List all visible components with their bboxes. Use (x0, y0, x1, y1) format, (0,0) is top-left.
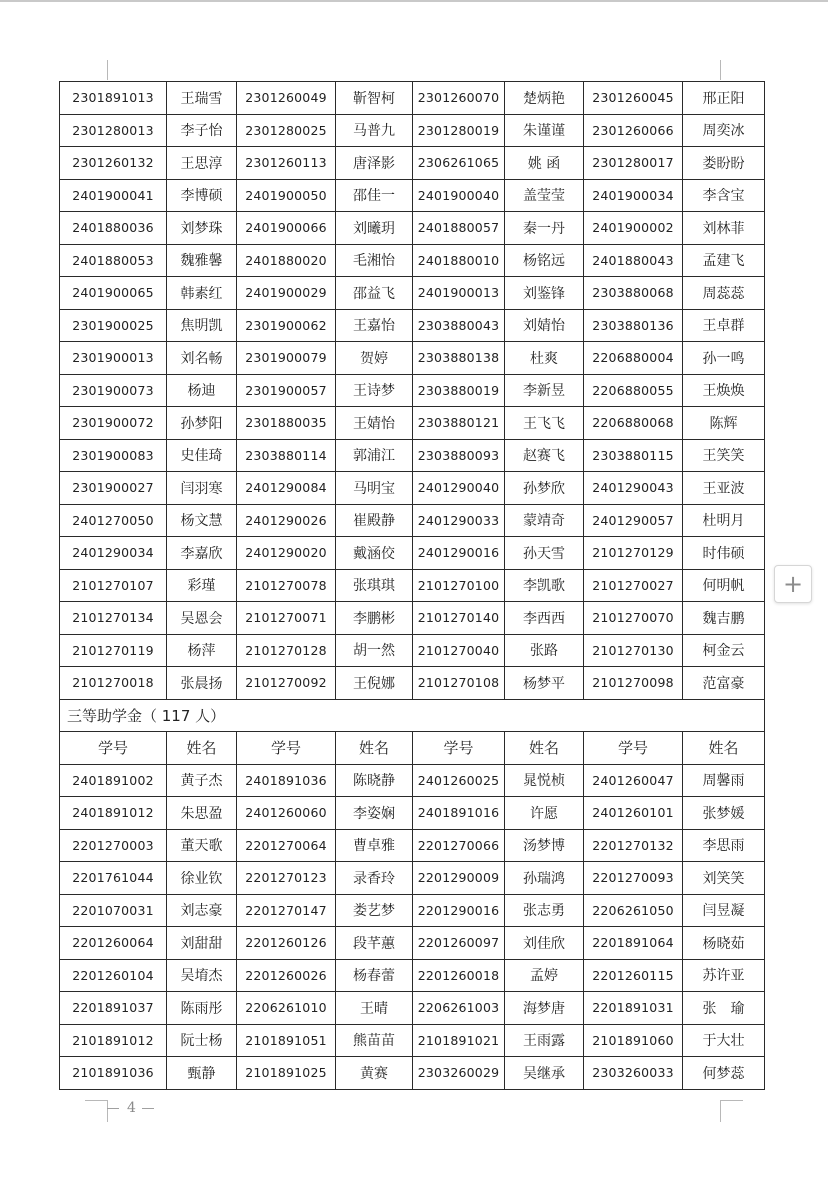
table-section-third-grade (60, 699, 765, 764)
student-name-cell: 崔殿静 (336, 504, 413, 537)
student-name-cell: 姚 函 (505, 147, 584, 180)
student-name-cell: 阮士杨 (167, 1024, 237, 1057)
student-name-cell: 焦明凯 (167, 309, 237, 342)
student-id-cell: 2303260029 (413, 1057, 505, 1090)
table-row (60, 147, 765, 180)
student-id-cell: 2401900050 (237, 179, 336, 212)
student-name-cell: 刘笑笑 (683, 862, 765, 895)
student-id-cell: 2303880114 (237, 439, 336, 472)
student-name-cell: 王晴 (336, 992, 413, 1025)
student-id-cell: 2201270066 (413, 829, 505, 862)
student-id-cell: 2303880093 (413, 439, 505, 472)
student-id-cell: 2201260104 (60, 959, 167, 992)
student-name-cell: 楚炳艳 (505, 82, 584, 115)
student-id-cell: 2401290016 (413, 537, 505, 570)
table-row (60, 667, 765, 700)
student-id-cell: 2301260049 (237, 82, 336, 115)
student-name-cell: 徐业钦 (167, 862, 237, 895)
student-id-cell: 2201270123 (237, 862, 336, 895)
student-name-cell: 王亚波 (683, 472, 765, 505)
student-name-cell: 王诗梦 (336, 374, 413, 407)
student-id-cell: 2101270098 (584, 667, 683, 700)
student-name-cell: 杨春蕾 (336, 959, 413, 992)
student-id-cell: 2101270130 (584, 634, 683, 667)
student-name-cell: 史佳琦 (167, 439, 237, 472)
student-id-cell: 2201260115 (584, 959, 683, 992)
student-id-cell: 2101270078 (237, 569, 336, 602)
student-name-cell: 杨文慧 (167, 504, 237, 537)
table-row (60, 504, 765, 537)
student-name-cell: 闫羽寒 (167, 472, 237, 505)
table-row (60, 114, 765, 147)
student-id-cell: 2101270129 (584, 537, 683, 570)
header-student-id: 学号 (60, 732, 167, 765)
table-row (60, 927, 765, 960)
student-id-cell: 2401880053 (60, 244, 167, 277)
student-id-cell: 2301260066 (584, 114, 683, 147)
student-id-cell: 2306261065 (413, 147, 505, 180)
student-id-cell: 2303880136 (584, 309, 683, 342)
student-name-cell: 刘志豪 (167, 894, 237, 927)
student-id-cell: 2303880115 (584, 439, 683, 472)
section-title: 三等助学金（ 117 人） (60, 699, 765, 732)
student-id-cell: 2401290057 (584, 504, 683, 537)
student-name-cell: 刘婧怡 (505, 309, 584, 342)
student-id-cell: 2401260025 (413, 764, 505, 797)
student-id-cell: 2101270070 (584, 602, 683, 635)
table-row (60, 179, 765, 212)
student-id-cell: 2101270092 (237, 667, 336, 700)
student-name-cell: 黄子杰 (167, 764, 237, 797)
student-id-cell: 2201260126 (237, 927, 336, 960)
student-name-cell: 胡一然 (336, 634, 413, 667)
crop-mark-bottom-left-h (85, 1100, 108, 1101)
student-name-cell: 何明帆 (683, 569, 765, 602)
table-row (60, 1057, 765, 1090)
student-name-cell: 周奕冰 (683, 114, 765, 147)
table-row (60, 862, 765, 895)
table-row (60, 277, 765, 310)
student-id-cell: 2101891051 (237, 1024, 336, 1057)
student-id-cell: 2201270064 (237, 829, 336, 862)
student-name-cell: 李西西 (505, 602, 584, 635)
student-name-cell: 韩素红 (167, 277, 237, 310)
student-name-cell: 孙一鸣 (683, 342, 765, 375)
student-name-cell: 甄静 (167, 1057, 237, 1090)
student-id-cell: 2401290040 (413, 472, 505, 505)
student-name-cell: 孙梦阳 (167, 407, 237, 440)
header-name: 姓名 (336, 732, 413, 765)
student-id-cell: 2401880057 (413, 212, 505, 245)
student-name-cell: 陈晓静 (336, 764, 413, 797)
student-name-cell: 张晨扬 (167, 667, 237, 700)
student-name-cell: 毛湘怡 (336, 244, 413, 277)
student-name-cell: 汤梦博 (505, 829, 584, 862)
student-id-cell: 2201270147 (237, 894, 336, 927)
student-id-cell: 2401290020 (237, 537, 336, 570)
student-id-cell: 2301280025 (237, 114, 336, 147)
student-name-cell: 戴涵佼 (336, 537, 413, 570)
student-name-cell: 杜爽 (505, 342, 584, 375)
student-id-cell: 2401290043 (584, 472, 683, 505)
student-id-cell: 2101891060 (584, 1024, 683, 1057)
student-name-cell: 时伟硕 (683, 537, 765, 570)
student-id-cell: 2401891002 (60, 764, 167, 797)
student-id-cell: 2101891036 (60, 1057, 167, 1090)
student-name-cell: 王卓群 (683, 309, 765, 342)
student-id-cell: 2401900029 (237, 277, 336, 310)
table-row (60, 602, 765, 635)
student-id-cell: 2301900062 (237, 309, 336, 342)
student-id-cell: 2101270140 (413, 602, 505, 635)
crop-mark-bottom-right-h (720, 1100, 743, 1101)
student-name-cell: 陈雨彤 (167, 992, 237, 1025)
student-id-cell: 2201891064 (584, 927, 683, 960)
table-row (60, 569, 765, 602)
student-name-cell: 杨晓茹 (683, 927, 765, 960)
student-name-cell: 陈辉 (683, 407, 765, 440)
student-name-cell: 杨萍 (167, 634, 237, 667)
student-name-cell: 王瑞雪 (167, 82, 237, 115)
student-name-cell: 王笑笑 (683, 439, 765, 472)
student-id-cell: 2301280019 (413, 114, 505, 147)
student-id-cell: 2401900041 (60, 179, 167, 212)
student-name-cell: 孟建飞 (683, 244, 765, 277)
student-name-cell: 孙天雪 (505, 537, 584, 570)
student-name-cell: 魏吉鹏 (683, 602, 765, 635)
student-name-cell: 熊苗苗 (336, 1024, 413, 1057)
student-id-cell: 2401900065 (60, 277, 167, 310)
student-name-cell: 王倪娜 (336, 667, 413, 700)
student-id-cell: 2101270134 (60, 602, 167, 635)
student-id-cell: 2301260070 (413, 82, 505, 115)
student-id-cell: 2401260060 (237, 797, 336, 830)
student-id-cell: 2401891036 (237, 764, 336, 797)
student-name-cell: 张路 (505, 634, 584, 667)
student-name-cell: 刘甜甜 (167, 927, 237, 960)
table-row (60, 342, 765, 375)
student-id-cell: 2401900040 (413, 179, 505, 212)
table-row (60, 764, 765, 797)
student-id-cell: 2201761044 (60, 862, 167, 895)
table-row (60, 407, 765, 440)
student-name-cell: 李姿娴 (336, 797, 413, 830)
student-name-cell: 朱谨谨 (505, 114, 584, 147)
student-name-cell: 邵益飞 (336, 277, 413, 310)
student-id-cell: 2206261050 (584, 894, 683, 927)
student-id-cell: 2401900034 (584, 179, 683, 212)
student-name-cell: 赵赛飞 (505, 439, 584, 472)
crop-mark-top-right (720, 60, 721, 80)
student-name-cell: 吴恩会 (167, 602, 237, 635)
student-id-cell: 2101270018 (60, 667, 167, 700)
student-name-cell: 郭浦江 (336, 439, 413, 472)
student-name-cell: 靳智柯 (336, 82, 413, 115)
student-id-cell: 2401290034 (60, 537, 167, 570)
student-name-cell: 杨梦平 (505, 667, 584, 700)
student-id-cell: 2101891012 (60, 1024, 167, 1057)
student-name-cell: 王婧怡 (336, 407, 413, 440)
table-row (60, 212, 765, 245)
header-student-id: 学号 (237, 732, 336, 765)
student-name-cell: 录香玲 (336, 862, 413, 895)
student-id-cell: 2401891012 (60, 797, 167, 830)
student-name-cell: 刘曦玥 (336, 212, 413, 245)
student-name-cell: 唐泽影 (336, 147, 413, 180)
student-id-cell: 2101270108 (413, 667, 505, 700)
student-name-cell: 娄艺梦 (336, 894, 413, 927)
plus-icon: + (782, 570, 804, 598)
student-name-cell: 孙瑞鸿 (505, 862, 584, 895)
student-id-cell: 2201290016 (413, 894, 505, 927)
student-name-cell: 吴堉杰 (167, 959, 237, 992)
scholarship-table (59, 81, 765, 1090)
table-header-row (60, 732, 765, 765)
table-row (60, 244, 765, 277)
table-body-top (60, 82, 765, 700)
crop-mark-top-left (107, 60, 108, 80)
student-id-cell: 2303880043 (413, 309, 505, 342)
student-name-cell: 王飞飞 (505, 407, 584, 440)
student-id-cell: 2301900027 (60, 472, 167, 505)
student-name-cell: 李新昱 (505, 374, 584, 407)
student-name-cell: 闫昱凝 (683, 894, 765, 927)
student-id-cell: 2301891013 (60, 82, 167, 115)
header-name: 姓名 (505, 732, 584, 765)
section-title-row (60, 699, 765, 732)
student-id-cell: 2401880036 (60, 212, 167, 245)
student-name-cell: 海梦唐 (505, 992, 584, 1025)
student-name-cell: 于大壮 (683, 1024, 765, 1057)
student-name-cell: 李含宝 (683, 179, 765, 212)
student-id-cell: 2101270119 (60, 634, 167, 667)
student-name-cell: 孟婷 (505, 959, 584, 992)
table-row (60, 439, 765, 472)
student-id-cell: 2303880068 (584, 277, 683, 310)
student-id-cell: 2301900079 (237, 342, 336, 375)
student-id-cell: 2303880121 (413, 407, 505, 440)
student-id-cell: 2401290033 (413, 504, 505, 537)
student-name-cell: 柯金云 (683, 634, 765, 667)
student-id-cell: 2101270107 (60, 569, 167, 602)
student-name-cell: 邢正阳 (683, 82, 765, 115)
table-row (60, 829, 765, 862)
page-number-text: 4 (127, 1100, 136, 1116)
table-row (60, 472, 765, 505)
table-body-bottom (60, 764, 765, 1089)
student-name-cell: 彩瑾 (167, 569, 237, 602)
student-name-cell: 王思淳 (167, 147, 237, 180)
student-name-cell: 张志勇 (505, 894, 584, 927)
student-name-cell: 马明宝 (336, 472, 413, 505)
student-name-cell: 杜明月 (683, 504, 765, 537)
student-name-cell: 黄赛 (336, 1057, 413, 1090)
student-name-cell: 秦一丹 (505, 212, 584, 245)
student-name-cell: 刘林菲 (683, 212, 765, 245)
table-row (60, 894, 765, 927)
student-name-cell: 张梦媛 (683, 797, 765, 830)
student-id-cell: 2401900002 (584, 212, 683, 245)
student-id-cell: 2401880043 (584, 244, 683, 277)
student-name-cell: 何梦蕊 (683, 1057, 765, 1090)
student-name-cell: 周馨雨 (683, 764, 765, 797)
student-name-cell: 蒙靖奇 (505, 504, 584, 537)
student-id-cell: 2301280017 (584, 147, 683, 180)
student-name-cell: 晁悦桢 (505, 764, 584, 797)
student-name-cell: 周蕊蕊 (683, 277, 765, 310)
student-id-cell: 2401260047 (584, 764, 683, 797)
table-row (60, 797, 765, 830)
student-id-cell: 2201070031 (60, 894, 167, 927)
student-id-cell: 2301900083 (60, 439, 167, 472)
student-id-cell: 2201260018 (413, 959, 505, 992)
header-name: 姓名 (167, 732, 237, 765)
student-id-cell: 2301260113 (237, 147, 336, 180)
student-name-cell: 魏雅馨 (167, 244, 237, 277)
student-name-cell: 张琪琪 (336, 569, 413, 602)
student-name-cell: 段芊蕙 (336, 927, 413, 960)
table-row (60, 374, 765, 407)
header-student-id: 学号 (413, 732, 505, 765)
student-name-cell: 李嘉欣 (167, 537, 237, 570)
student-id-cell: 2301900072 (60, 407, 167, 440)
student-name-cell: 刘名畅 (167, 342, 237, 375)
student-id-cell: 2401260101 (584, 797, 683, 830)
student-id-cell: 2201891037 (60, 992, 167, 1025)
add-button[interactable] (774, 565, 812, 603)
student-name-cell: 李博硕 (167, 179, 237, 212)
student-name-cell: 李凯歌 (505, 569, 584, 602)
student-name-cell: 孙梦欣 (505, 472, 584, 505)
student-id-cell: 2206261010 (237, 992, 336, 1025)
student-id-cell: 2201270132 (584, 829, 683, 862)
student-id-cell: 2206880055 (584, 374, 683, 407)
student-id-cell: 2303880019 (413, 374, 505, 407)
table-row (60, 309, 765, 342)
student-id-cell: 2301900057 (237, 374, 336, 407)
table-row (60, 537, 765, 570)
student-name-cell: 贺婷 (336, 342, 413, 375)
student-id-cell: 2301260045 (584, 82, 683, 115)
table-row (60, 1024, 765, 1057)
student-id-cell: 2301880035 (237, 407, 336, 440)
header-name: 姓名 (683, 732, 765, 765)
header-student-id: 学号 (584, 732, 683, 765)
student-name-cell: 刘梦珠 (167, 212, 237, 245)
student-id-cell: 2303880138 (413, 342, 505, 375)
student-id-cell: 2201260026 (237, 959, 336, 992)
student-name-cell: 刘鉴锋 (505, 277, 584, 310)
student-id-cell: 2101270071 (237, 602, 336, 635)
student-name-cell: 朱思盈 (167, 797, 237, 830)
student-id-cell: 2101891025 (237, 1057, 336, 1090)
student-name-cell: 范富豪 (683, 667, 765, 700)
student-name-cell: 李思雨 (683, 829, 765, 862)
student-name-cell: 董天歌 (167, 829, 237, 862)
student-id-cell: 2101270128 (237, 634, 336, 667)
student-id-cell: 2401880010 (413, 244, 505, 277)
student-name-cell: 盖莹莹 (505, 179, 584, 212)
student-id-cell: 2401891016 (413, 797, 505, 830)
student-id-cell: 2201290009 (413, 862, 505, 895)
student-name-cell: 张 瑜 (683, 992, 765, 1025)
student-name-cell: 刘佳欣 (505, 927, 584, 960)
table-row (60, 992, 765, 1025)
student-id-cell: 2201270093 (584, 862, 683, 895)
student-id-cell: 2303260033 (584, 1057, 683, 1090)
student-id-cell: 2201260097 (413, 927, 505, 960)
student-name-cell: 曹卓雅 (336, 829, 413, 862)
student-id-cell: 2401900066 (237, 212, 336, 245)
student-name-cell: 王雨露 (505, 1024, 584, 1057)
student-name-cell: 王焕焕 (683, 374, 765, 407)
student-id-cell: 2401900013 (413, 277, 505, 310)
student-id-cell: 2301280013 (60, 114, 167, 147)
student-id-cell: 2206880004 (584, 342, 683, 375)
student-id-cell: 2201260064 (60, 927, 167, 960)
student-id-cell: 2206880068 (584, 407, 683, 440)
student-name-cell: 娄盼盼 (683, 147, 765, 180)
student-name-cell: 杨铭远 (505, 244, 584, 277)
student-name-cell: 苏许亚 (683, 959, 765, 992)
window-top-border (0, 0, 828, 2)
student-name-cell: 李鹏彬 (336, 602, 413, 635)
student-name-cell: 杨迪 (167, 374, 237, 407)
student-name-cell: 李子怡 (167, 114, 237, 147)
student-id-cell: 2206261003 (413, 992, 505, 1025)
student-id-cell: 2101270100 (413, 569, 505, 602)
student-id-cell: 2101270027 (584, 569, 683, 602)
student-name-cell: 吴继承 (505, 1057, 584, 1090)
student-id-cell: 2301900025 (60, 309, 167, 342)
student-name-cell: 邵佳一 (336, 179, 413, 212)
table-row (60, 959, 765, 992)
student-name-cell: 马普九 (336, 114, 413, 147)
page-number (107, 1100, 157, 1116)
crop-mark-bottom-right-v (720, 1100, 721, 1122)
student-id-cell: 2301900073 (60, 374, 167, 407)
student-name-cell: 王嘉怡 (336, 309, 413, 342)
student-id-cell: 2401270050 (60, 504, 167, 537)
student-name-cell: 许愿 (505, 797, 584, 830)
student-id-cell: 2401290084 (237, 472, 336, 505)
student-id-cell: 2101270040 (413, 634, 505, 667)
student-id-cell: 2401290026 (237, 504, 336, 537)
student-id-cell: 2201270003 (60, 829, 167, 862)
table-row (60, 634, 765, 667)
student-id-cell: 2201891031 (584, 992, 683, 1025)
student-id-cell: 2401880020 (237, 244, 336, 277)
table-row (60, 82, 765, 115)
student-id-cell: 2101891021 (413, 1024, 505, 1057)
student-id-cell: 2301900013 (60, 342, 167, 375)
student-id-cell: 2301260132 (60, 147, 167, 180)
